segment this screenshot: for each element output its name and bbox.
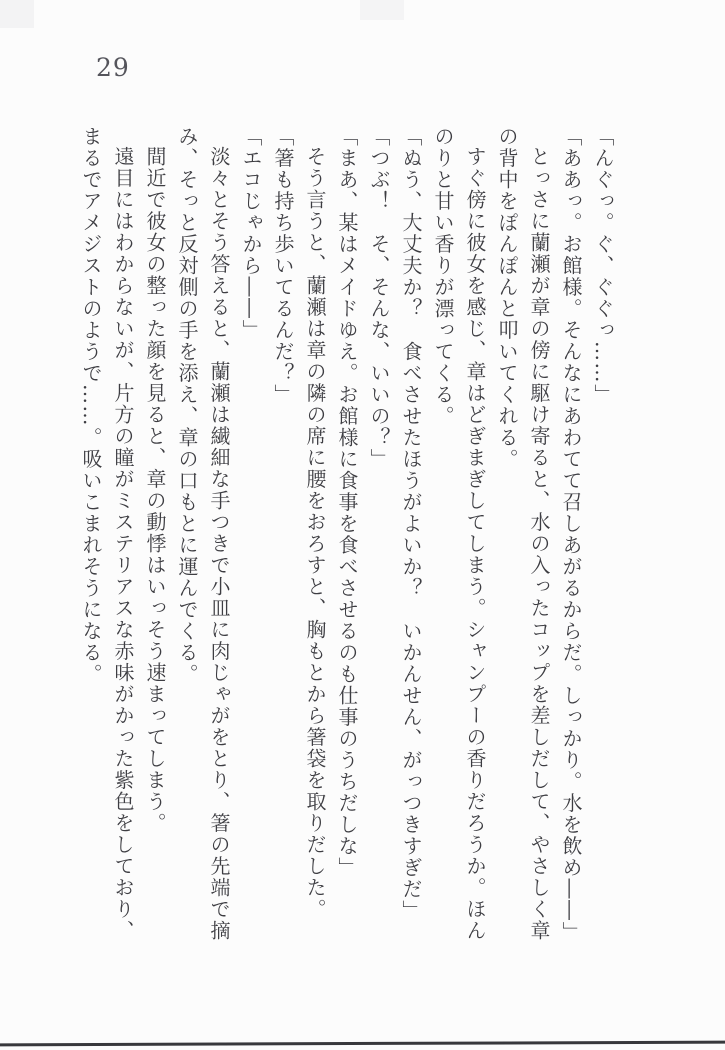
- paragraph-dialogue: 「箸も持ち歩いてるんだ？」: [271, 126, 295, 406]
- paragraph-dialogue: 「つぶ！ そ、そんな、いいの？」: [367, 126, 391, 470]
- paragraph-dialogue: 「ぬう、大丈夫か？ 食べさせたほうがよいか？ いかんせん、がっつきすぎだ」: [399, 126, 423, 922]
- paragraph-narrative: 遠目にはわからないが、片方の瞳がミステリアスな赤味がかった紫色をしており、まるでアメジストのようで……。吸いこまれそうになる。: [79, 126, 135, 942]
- paragraph-narrative: とっさに蘭瀬が章の傍に駆け寄ると、水の入ったコップを差しだして、やさしく章の背中をぽんぽんと叩いてくれる。: [495, 126, 551, 942]
- paragraph-narrative: すぐ傍に彼女を感じ、章はどぎまぎしてしまう。シャンプーの香りだろうか。ほんのりと甘い香りが漂ってくる。: [431, 126, 487, 942]
- scan-edge-line: [0, 1041, 725, 1047]
- page-number: 29: [96, 53, 130, 82]
- paragraph-narrative: 淡々とそう答えると、蘭瀬は繊細な手つきで小皿に肉じゃがをとり、箸の先端で摘み、そっと反対側の手を添え、章の口もとに運んでくる。: [175, 126, 231, 942]
- paragraph-dialogue: 「ああっ。お館様。そんなにあわてて召しあがるからだ。しっかり。水を飲め――」: [559, 126, 583, 943]
- paragraph-dialogue: 「んぐっ。ぐ、ぐぐっ……」: [591, 126, 615, 406]
- paragraph-dialogue: 「エコじゃから――」: [239, 126, 263, 341]
- paragraph-narrative: そう言うと、蘭瀬は章の隣の席に腰をおろすと、胸もとから箸袋を取りだした。: [303, 146, 327, 920]
- paragraph-dialogue: 「まあ、某はメイドゆえ。お館様に食事を食べさせるのも仕事のうちだしな」: [335, 126, 359, 879]
- scan-smudge: [0, 0, 34, 28]
- paragraph-narrative: 間近で彼女の整った顔を見ると、章の動悸はいっそう速まってしまう。: [143, 146, 167, 834]
- scan-smudge: [360, 0, 404, 20]
- text-block: [75, 126, 619, 956]
